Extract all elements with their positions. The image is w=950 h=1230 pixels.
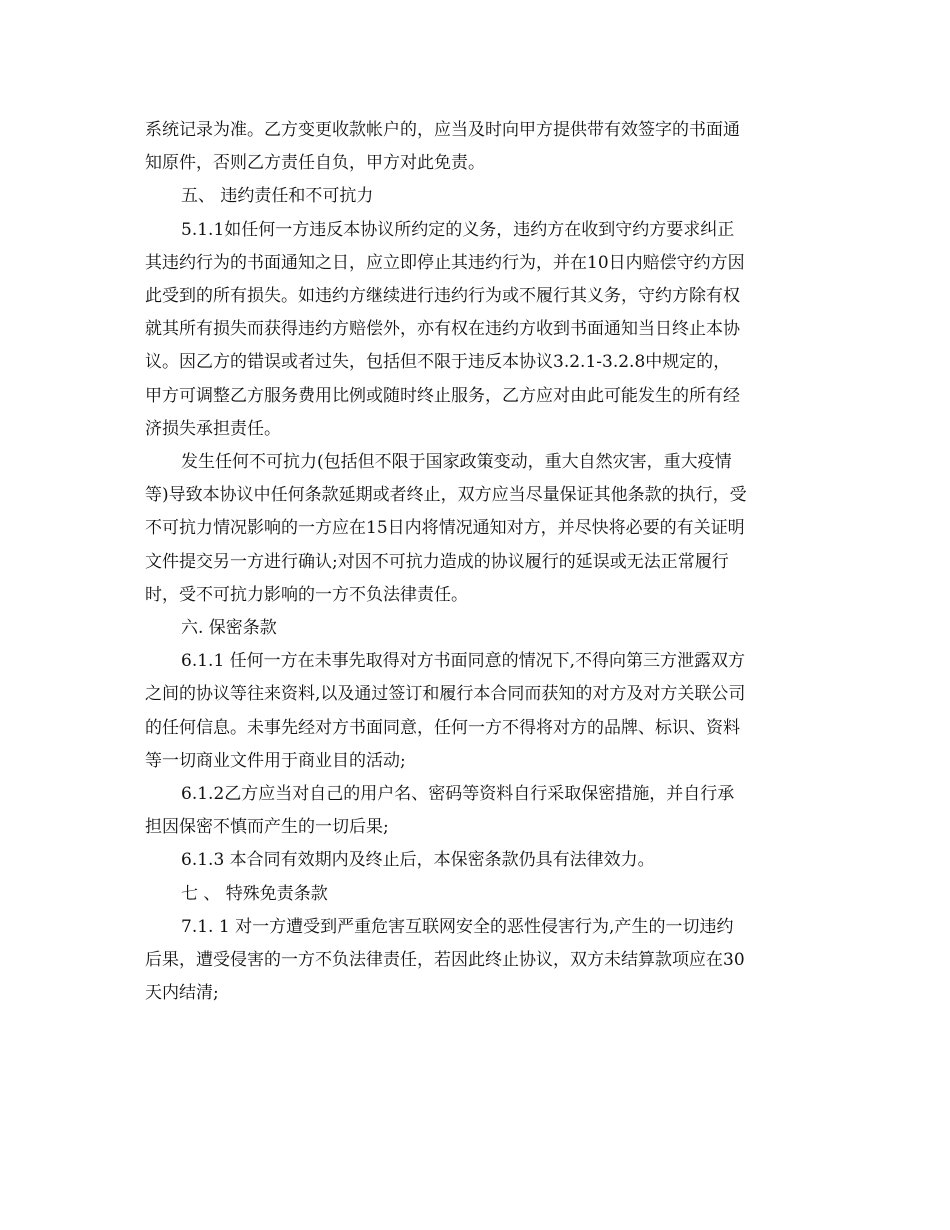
paragraph-6-1-1 [145,645,805,778]
text-line: 济损失承担责任。 [145,418,281,439]
text-line: 文件提交另一方进行确认;对因不可抗力造成的协议履行的延误或无法正常履行 [145,551,729,572]
heading-text: 七 、 特殊免责条款 [181,883,328,904]
text-line: 的任何信息。未事先经对方书面同意，任何一方不得将对方的品牌、标识、资料 [145,717,740,738]
text-line: 此受到的所有损失。如违约方继续进行违约行为或不履行其义务，守约方除有权 [145,286,740,307]
section-heading-5 [145,180,805,213]
text-line: 6.1.2乙方应当对自己的用户名、密码等资料自行采取保密措施，并自行承 [181,784,735,805]
section-heading-6 [145,612,805,645]
text-line: 等)导致本协议中任何条款延期或者终止，双方应当尽量保证其他条款的执行，受 [145,485,747,506]
text-line: 7.1. 1 对一方遭受到严重危害互联网安全的恶性侵害行为,产生的一切违约 [181,916,734,937]
text-line: 其违约行为的书面通知之日，应立即停止其违约行为，并在10日内赔偿守约方因 [145,252,745,273]
text-line: 6.1.3 本合同有效期内及终止后，本保密条款仍具有法律效力。 [181,850,655,871]
paragraph-continued [145,114,805,180]
document-page [145,114,805,1010]
heading-text: 六. 保密条款 [181,618,277,639]
section-heading-7 [145,878,805,911]
paragraph-6-1-2 [145,778,805,844]
paragraph-5-1-1 [145,214,805,446]
text-line: 天内结清; [145,983,219,1004]
text-line: 担因保密不慎而产生的一切后果; [145,817,389,838]
text-line: 5.1.1如任何一方违反本协议所约定的义务，违约方在收到守约方要求纠正 [181,219,735,240]
paragraph-6-1-3 [145,844,805,877]
text-line: 甲方可调整乙方服务费用比例或随时终止服务，乙方应对由此可能发生的所有经 [145,385,740,406]
text-line: 系统记录为准。乙方变更收款帐户的，应当及时向甲方提供带有效签字的书面通 [145,120,740,140]
text-line: 议。因乙方的错误或者过失，包括但不限于违反本协议3.2.1-3.2.8中规定的， [145,352,731,373]
text-line: 6.1.1 任何一方在未事先取得对方书面同意的情况下,不得向第三方泄露双方 [181,651,746,672]
text-line: 知原件，否则乙方责任自负，甲方对此免责。 [145,153,485,174]
text-line: 等一切商业文件用于商业目的活动; [145,750,406,771]
text-line: 不可抗力情况影响的一方应在15日内将情况通知对方，并尽快将必要的有关证明 [145,518,745,539]
text-line: 就其所有损失而获得违约方赔偿外，亦有权在违约方收到书面通知当日终止本协 [145,319,740,340]
paragraph-force-majeure [145,446,805,612]
text-line: 发生任何不可抗力(包括但不限于国家政策变动，重大自然灾害，重大疫情 [181,452,732,473]
text-line: 后果，遭受侵害的一方不负法律责任，若因此终止协议，双方未结算款项应在30 [145,950,745,971]
text-line: 之间的协议等往来资料,以及通过签订和履行本合同而获知的对方及对方关联公司 [145,684,746,705]
heading-text: 五、 违约责任和不可抗力 [181,186,374,207]
text-line: 时，受不可抗力影响的一方不负法律责任。 [145,584,468,605]
paragraph-7-1-1 [145,911,805,1011]
